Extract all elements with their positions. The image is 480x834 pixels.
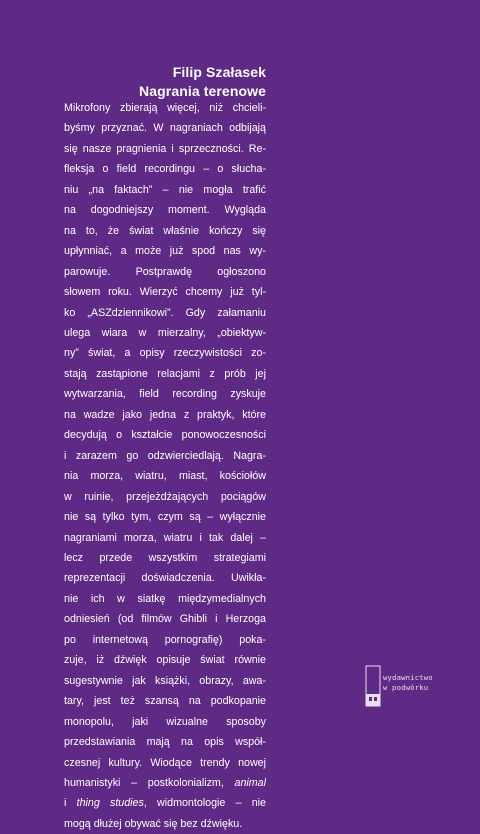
- blurb-line: się nasze pragnienia i sprzeczności. Re-: [64, 142, 266, 155]
- blurb-line: sugestywnie jak książki, obrazy, awa-: [64, 674, 266, 687]
- book-title: Nagrania terenowe: [139, 83, 266, 99]
- publisher-logo: [365, 664, 445, 708]
- blurb-line: ny” świat, a opisy rzeczywistości zo-: [64, 347, 266, 360]
- blurb-line: nie są tylko tym, czym są – wyłącznie: [64, 511, 266, 524]
- blurb-line: i zarazem go odzwierciedlają. Nagra-: [64, 449, 266, 462]
- blurb-line: przedstawiania mają na opis współ-: [64, 736, 266, 749]
- blurb-line: byśmy przyznać. W nagraniach odbijają: [64, 122, 266, 135]
- blurb-line: Mikrofony zbierają więcej, niż chcieli-: [64, 102, 266, 114]
- blurb-line: parowuje. Postprawdę ogłoszono: [64, 265, 266, 278]
- blurb-line: tary, jest też szansą na podkopanie: [64, 695, 266, 708]
- italic-term: thing studies: [76, 797, 144, 810]
- blurb-line: stają zastąpione relacjami z prób jej: [64, 367, 266, 380]
- blurb-line: na to, że świat właśnie kończy się: [64, 224, 266, 237]
- blurb-line: i thing studies, widmontologie – nie: [64, 797, 266, 810]
- blurb-line: reprezentacji doświadczenia. Uwikła-: [64, 572, 266, 585]
- blurb-line: odniesień (od filmów Ghibli i Herzoga: [64, 613, 266, 626]
- header: [139, 63, 266, 101]
- blurb-line: na dogodniejszy moment. Wygląda: [64, 204, 266, 217]
- blurb-line: monopolu, jaki wizualne sposoby: [64, 715, 266, 728]
- publisher-mark-icon: [365, 664, 381, 708]
- blurb-line: wytwarzania, field recording zyskuje: [64, 388, 266, 401]
- blurb-line: po internetową pornografię) poka-: [64, 633, 266, 646]
- blurb-text: [64, 98, 266, 834]
- blurb-line: ulega wiara w mierzalny, „obiektyw-: [64, 326, 266, 339]
- blurb-line: niu „na faktach” – nie mogła trafić: [64, 183, 266, 196]
- blurb-line: słowem roku. Wierzyć chcemy już tyl-: [64, 286, 266, 299]
- blurb-line: nia morza, wiatru, miast, kościołów: [64, 470, 266, 483]
- publisher-name: wydawnictwo w podwórku: [383, 673, 433, 692]
- blurb-line: fleksja o field recordingu – o słucha-: [64, 163, 266, 176]
- blurb-line: lecz przede wszystkim strategiami: [64, 551, 266, 564]
- blurb-line: upłynniać, a może już spod nas wy-: [64, 245, 266, 258]
- blurb-line: nie ich w siatkę międzymedialnych: [64, 592, 266, 605]
- blurb-line: decydują o kształcie ponowoczesności: [64, 429, 266, 442]
- blurb-line: na wadze jako jedna z praktyk, które: [64, 408, 266, 421]
- blurb-line: nagraniami morza, wiatru i tak dalej –: [64, 531, 266, 544]
- blurb-line: mogą dłużej obywać się bez dźwięku.: [64, 817, 243, 830]
- author-name: Filip Szałasek: [172, 64, 266, 80]
- blurb-line: czesnej kultury. Wiodące trendy nowej: [64, 756, 266, 769]
- blurb-line: zuje, iż dźwięk opisuje świat równie: [64, 654, 266, 667]
- blurb-line: ko „ASZdziennikowi”. Gdy załamaniu: [64, 306, 266, 319]
- blurb-line: w ruinie, przejeżdżających pociągów: [64, 490, 266, 503]
- italic-term: animal: [234, 776, 266, 789]
- blurb-line: humanistyki – postkolonializm, animal: [64, 776, 266, 789]
